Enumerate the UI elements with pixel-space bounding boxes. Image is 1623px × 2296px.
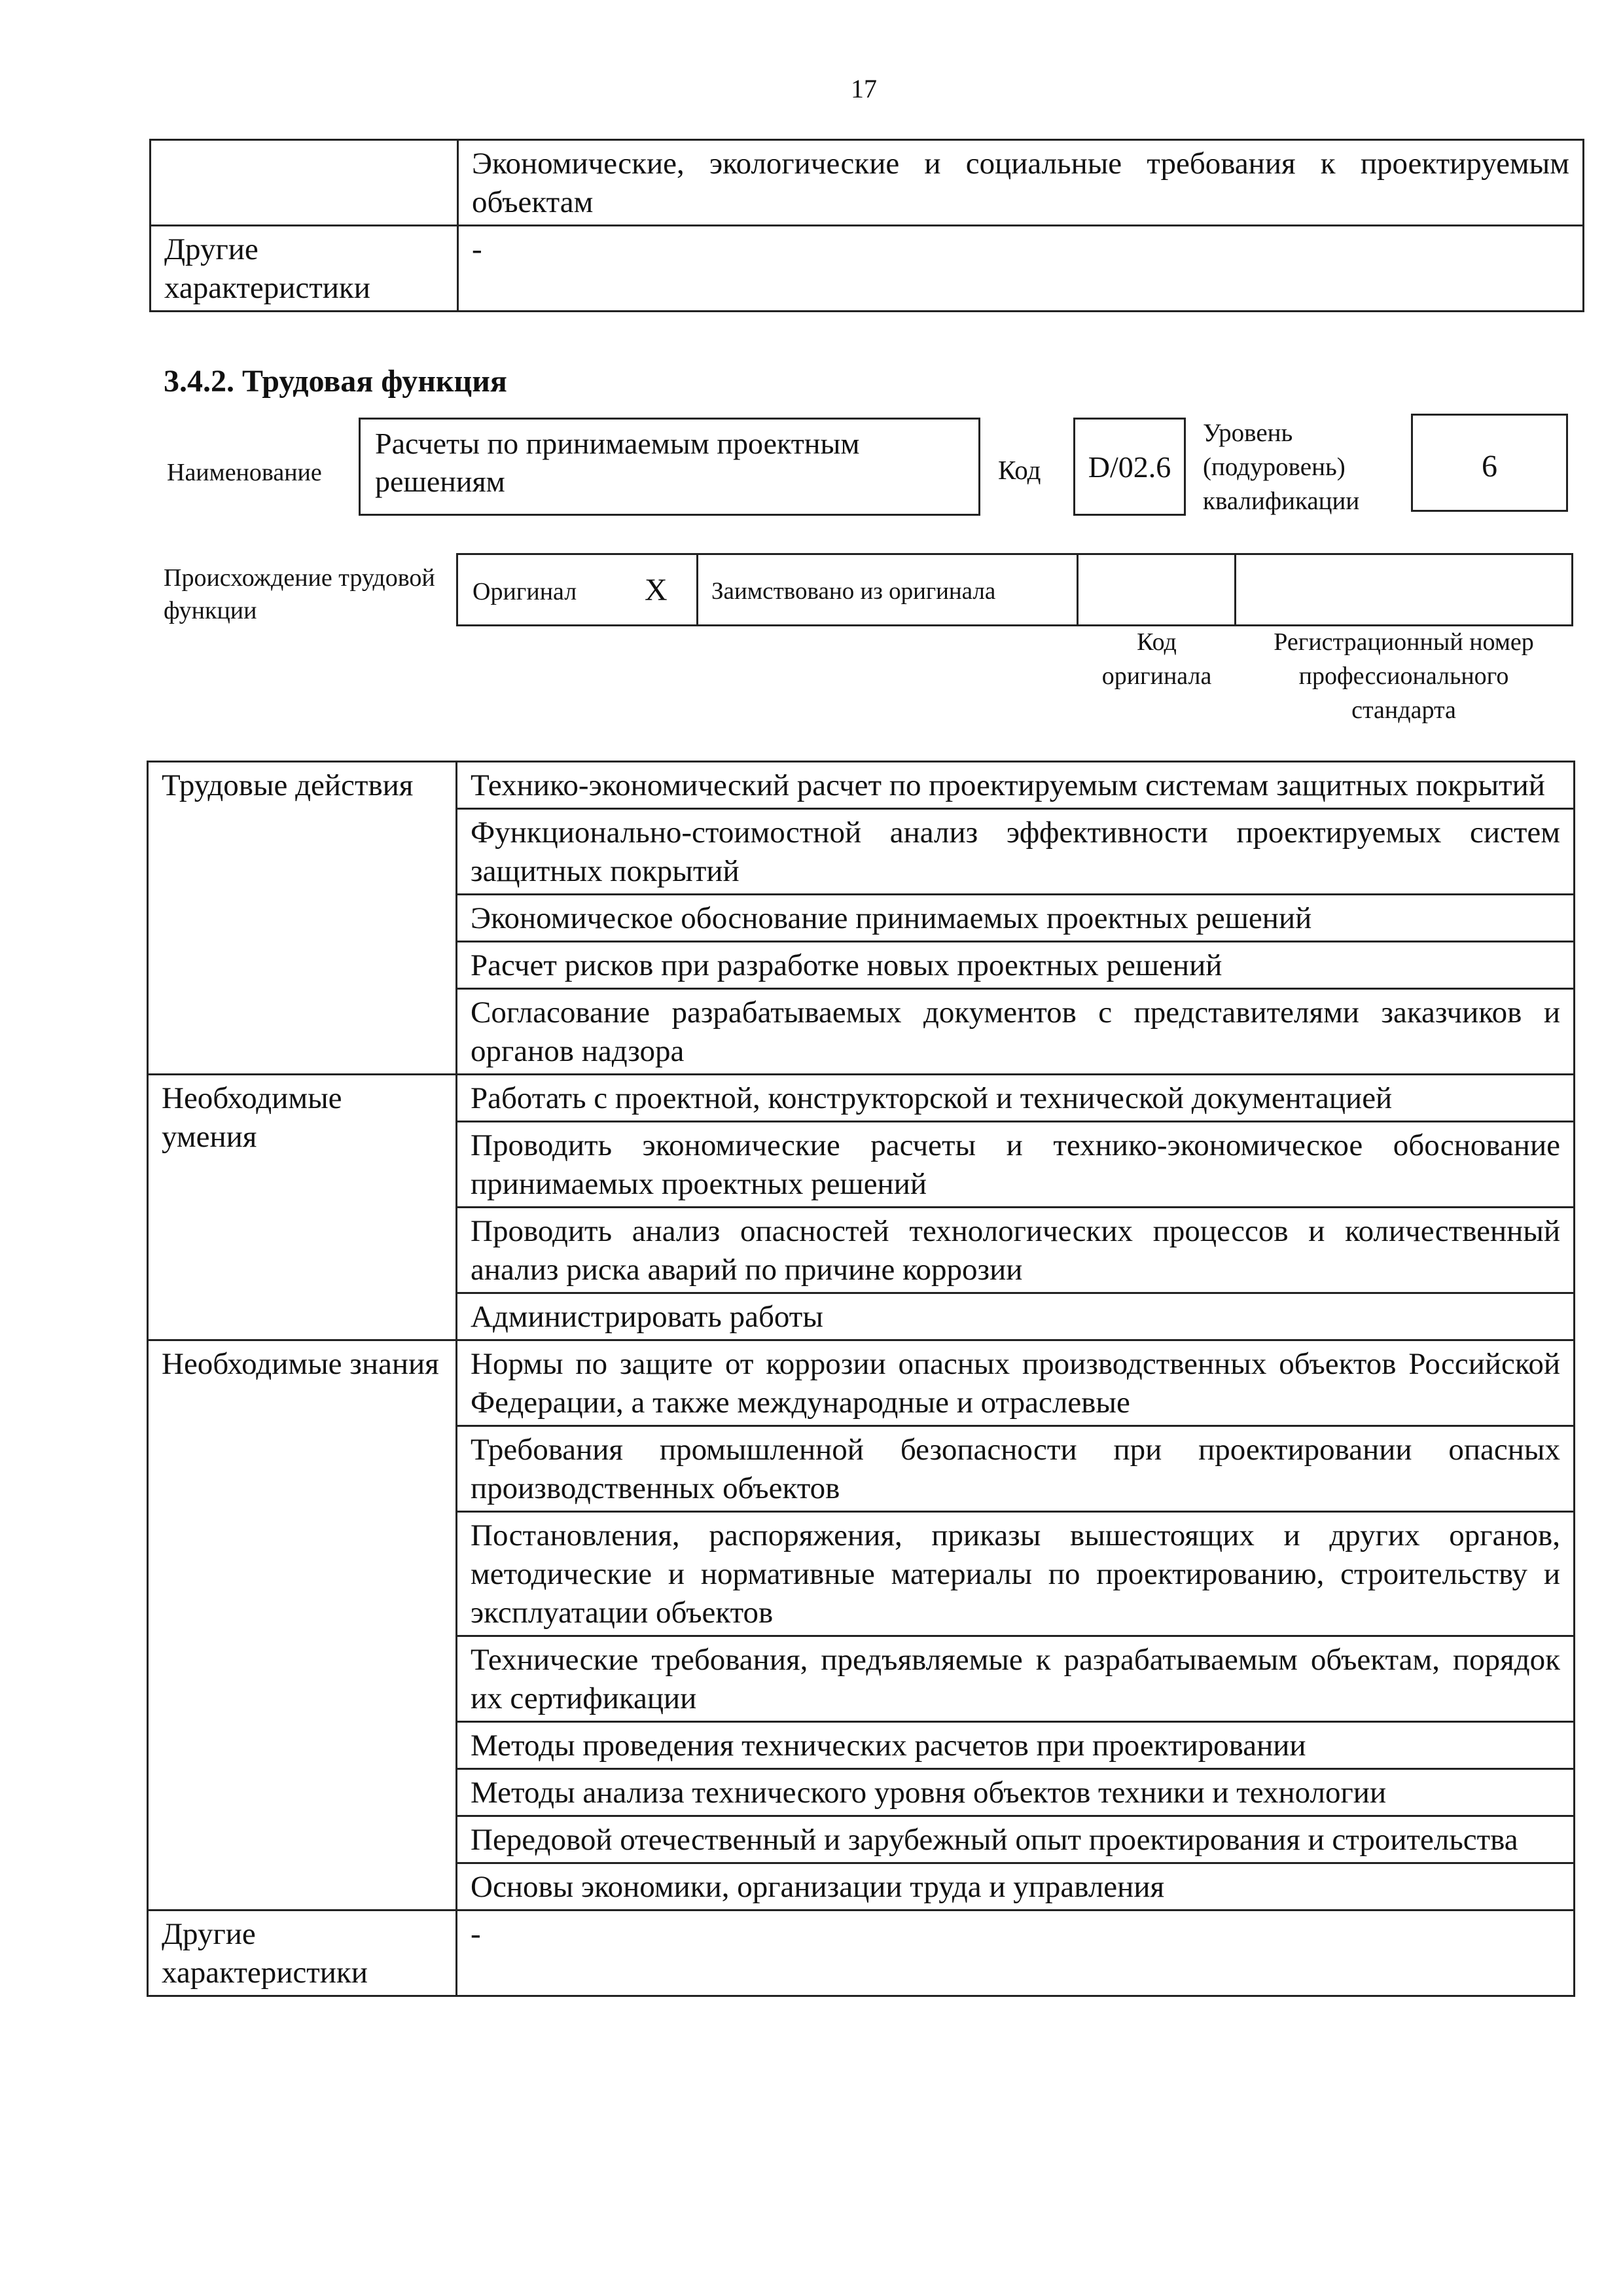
table-cell: Основы экономики, организации труда и управления <box>457 1863 1575 1910</box>
original-code-caption: Код оригинала <box>1101 628 1212 690</box>
original-mark: X <box>645 573 668 607</box>
table-cell: Расчет рисков при разработке новых проектных решений <box>457 942 1575 989</box>
group-label: Трудовые действия <box>148 762 457 1075</box>
row-label <box>151 140 458 226</box>
table-cell: Требования промышленной безопасности при проектировании опасных производственных объектов <box>457 1426 1575 1512</box>
table-row <box>148 1910 1575 1996</box>
table-row <box>151 140 1584 226</box>
table-cell: - <box>457 1910 1575 1996</box>
name-label: Наименование <box>167 459 322 486</box>
table-cell: Нормы по защите от коррозии опасных производственных объектов Российской Федерации, а также международные и отраслевые <box>457 1340 1575 1426</box>
table-row <box>148 1075 1575 1122</box>
code-value: D/02.6 <box>1073 418 1186 516</box>
table-cell: Постановления, распоряжения, приказы вышестоящих и других органов, методические и нормативные материалы по проектированию, строительству и эксплуатации объектов <box>457 1512 1575 1636</box>
table-row <box>151 226 1584 312</box>
table-cell: Технические требования, предъявляемые к разрабатываемым объектам, порядок их сертификации <box>457 1636 1575 1722</box>
row-value: Экономические, экологические и социальные требования к проектируемым объектам <box>458 140 1584 226</box>
table-cell: Методы проведения технических расчетов при проектировании <box>457 1722 1575 1769</box>
original-code-cell <box>1077 553 1236 626</box>
borrowed-cell <box>696 553 1079 626</box>
table-cell: Передовой отечественный и зарубежный опыт проектирования и строительства <box>457 1816 1575 1863</box>
table-cell: Работать с проектной, конструкторской и технической документацией <box>457 1075 1575 1122</box>
registration-number-cell <box>1234 553 1573 626</box>
row-value: - <box>458 226 1584 312</box>
table-cell: Проводить экономические расчеты и технико-экономическое обоснование принимаемых проектных решений <box>457 1122 1575 1208</box>
level-value: 6 <box>1411 414 1568 512</box>
section-title: 3.4.2. Трудовая функция <box>164 364 507 399</box>
table-cell: Проводить анализ опасностей технологических процессов и количественный анализ риска аварий по причине коррозии <box>457 1208 1575 1293</box>
origin-label: Происхождение трудовой функции <box>164 564 435 624</box>
table-cell: Функционально-стоимостной анализ эффективности проектируемых систем защитных покрытий <box>457 809 1575 895</box>
table-cell: Согласование разрабатываемых документов с представителями заказчиков и органов надзора <box>457 989 1575 1075</box>
table-cell: Администрировать работы <box>457 1293 1575 1340</box>
group-label: Необходимые знания <box>148 1340 457 1910</box>
table-cell: Экономическое обоснование принимаемых проектных решений <box>457 895 1575 942</box>
table-row <box>148 1340 1575 1426</box>
registration-caption: Регистрационный номер профессионального стандарта <box>1274 628 1534 724</box>
table-cell: Технико-экономический расчет по проектируемым системам защитных покрытий <box>457 762 1575 809</box>
function-name-value: Расчеты по принимаемым проектным решениям <box>359 418 980 516</box>
table-cell: Методы анализа технического уровня объектов техники и технологии <box>457 1769 1575 1816</box>
original-label: Оригинал <box>473 578 577 605</box>
table-row <box>148 762 1575 809</box>
top-table <box>149 139 1584 312</box>
level-label: Уровень (подуровень) квалификации <box>1203 419 1360 515</box>
row-label: Другие характеристики <box>151 226 458 312</box>
group-label: Другие характеристики <box>148 1910 457 1996</box>
main-table <box>147 761 1575 1997</box>
borrowed-label: Заимствовано из оригинала <box>711 578 996 605</box>
original-cell <box>456 553 698 626</box>
page-number: 17 <box>851 74 877 103</box>
code-label: Код <box>998 455 1041 485</box>
group-label: Необходимые умения <box>148 1075 457 1340</box>
